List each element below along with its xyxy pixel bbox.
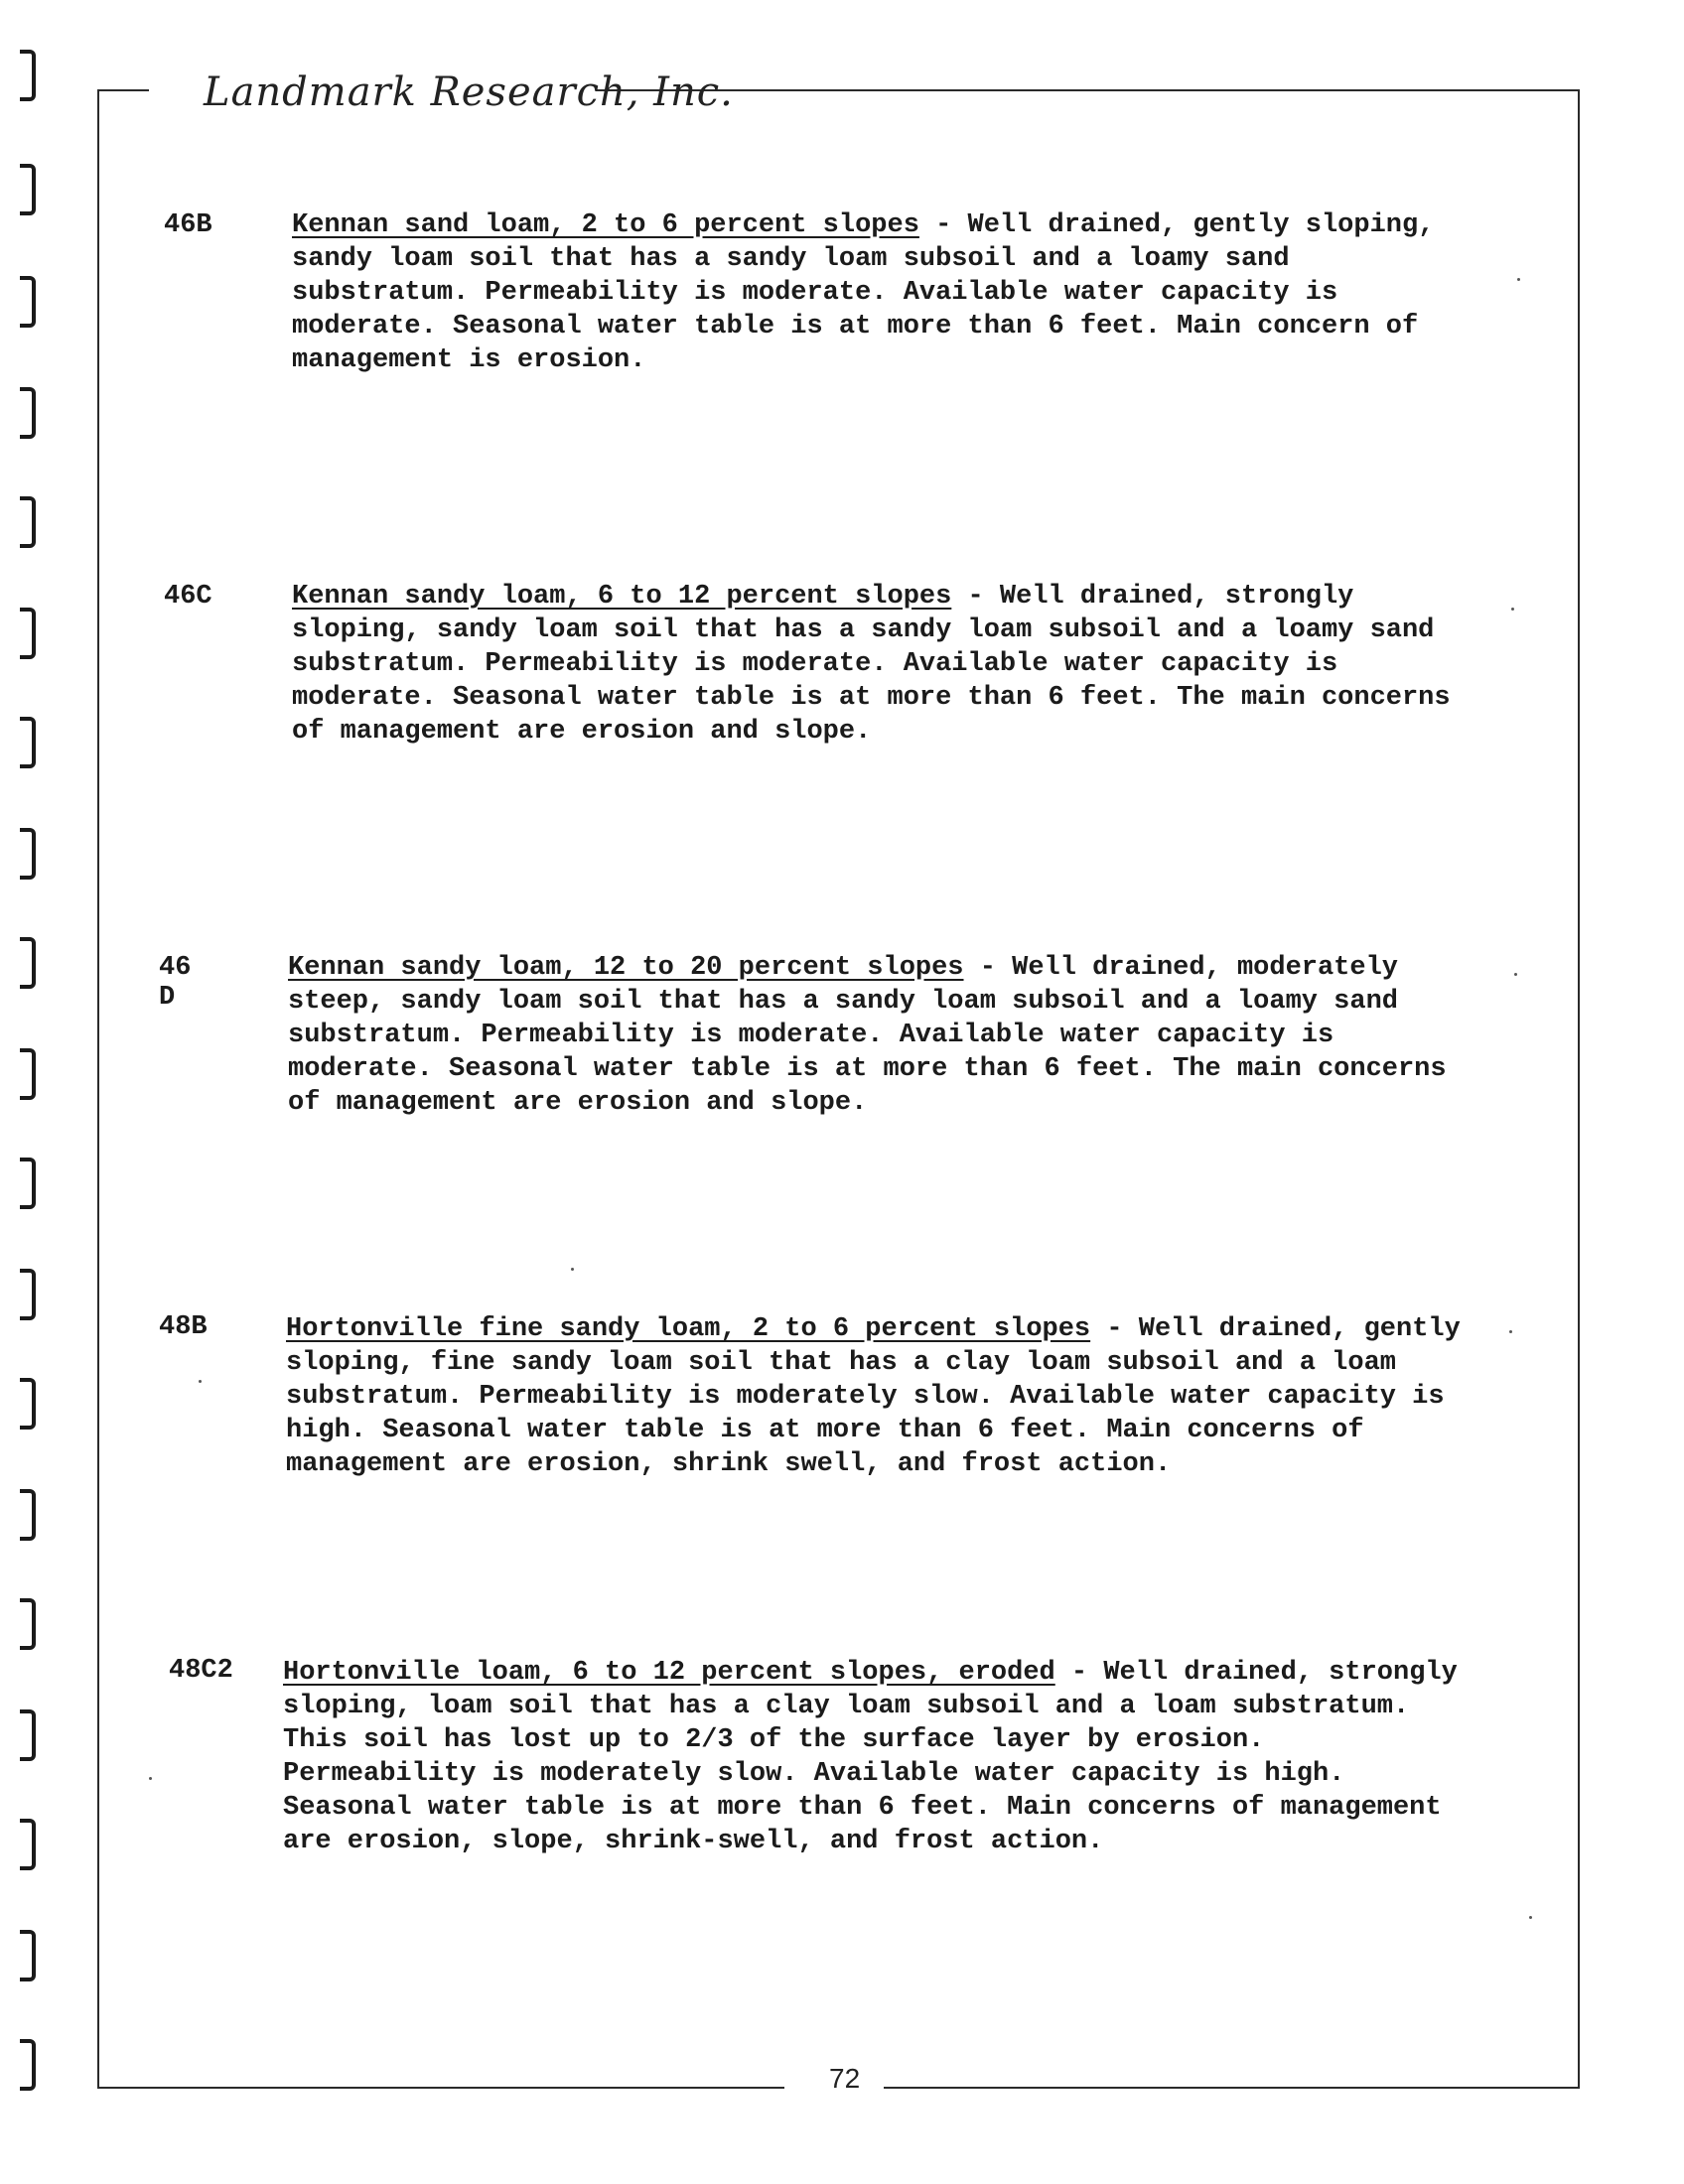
scan-speck [571,1268,574,1271]
binder-ring [20,1930,36,1981]
binder-ring [20,276,36,328]
soil-code: 46 D [159,953,192,1013]
soil-details: - Well drained, moderately steep, sandy loam soil that has a sandy loam subsoil and a loamy sand substratum. Permeability is moderate. Available water capacity is moderate. Seasonal water table is at more than 6 feet. The main concerns of management are erosion and slope. [288,953,1447,1118]
binder-ring [20,387,36,439]
soil-code: 46C [164,582,212,612]
soil-description [292,208,1469,377]
binder-ring [20,937,36,989]
page-number: 72 [829,2063,861,2094]
binder-ring [20,828,36,880]
binder-ring [20,164,36,215]
binder-ring [20,608,36,659]
binder-ring [20,1048,36,1100]
soil-description [286,1312,1463,1481]
binder-ring [20,1158,36,1209]
soil-code: 48B [159,1312,208,1342]
soil-details: - Well drained, strongly sloping, loam soil that has a clay loam subsoil and a loam substratum. This soil has lost up to 2/3 of the surface layer by erosion. Permeability is moderately slow. Available water capacity is high. Seasonal water table is at more than 6 feet. Main concerns of management are erosion, slope, shrink-swell, and frost action. [283,1658,1458,1856]
soil-title: Kennan sand loam, 2 to 6 percent slopes [292,210,919,240]
binder-ring [20,1378,36,1430]
soil-code: 46B [164,210,212,240]
soil-title: Hortonville loam, 6 to 12 percent slopes, eroded [283,1658,1055,1688]
scan-speck [1509,1330,1512,1333]
binder-ring [20,717,36,768]
soil-details: - Well drained, strongly sloping, sandy loam soil that has a sandy loam subsoil and a loamy sand substratum. Permeability is moderate. Available water capacity is moderate. Seasonal water table is at more than 6 feet. The main concerns of management are erosion and slope. [292,582,1451,747]
soil-title: Hortonville fine sandy loam, 2 to 6 percent slopes [286,1314,1091,1344]
binder-ring [20,1489,36,1541]
binder-ring [20,2039,36,2091]
scan-speck [199,1380,202,1383]
company-header: Landmark Research, Inc. [204,69,734,115]
soil-code: 48C2 [169,1656,233,1686]
binder-ring [20,1709,36,1761]
scan-speck [149,1777,152,1780]
scan-speck [1529,1916,1532,1919]
binder-ring [20,496,36,548]
scan-speck [1517,278,1520,281]
binder-ring [20,50,36,101]
soil-title: Kennan sandy loam, 12 to 20 percent slopes [288,953,964,983]
soil-description [288,951,1465,1120]
binder-ring [20,1598,36,1650]
soil-details: - Well drained, gently sloping, sandy loam soil that has a sandy loam subsoil and a loamy sand substratum. Permeability is moderate. Available water capacity is moderate. Seasonal water table is at more than 6 feet. Main concern of management is erosion. [292,210,1435,375]
binder-ring [20,1819,36,1870]
soil-title: Kennan sandy loam, 6 to 12 percent slopes [292,582,952,612]
soil-details: - Well drained, gently sloping, fine sandy loam soil that has a clay loam subsoil and a loam substratum. Permeability is moderately slow. Available water capacity is high. Seasonal water table is at more than 6 feet. Main concerns of management are erosion, shrink swell, and frost action. [286,1314,1461,1479]
binder-ring [20,1269,36,1320]
soil-description [292,580,1469,749]
scan-speck [1514,973,1517,976]
soil-description [283,1656,1460,1858]
scan-speck [1511,608,1514,611]
